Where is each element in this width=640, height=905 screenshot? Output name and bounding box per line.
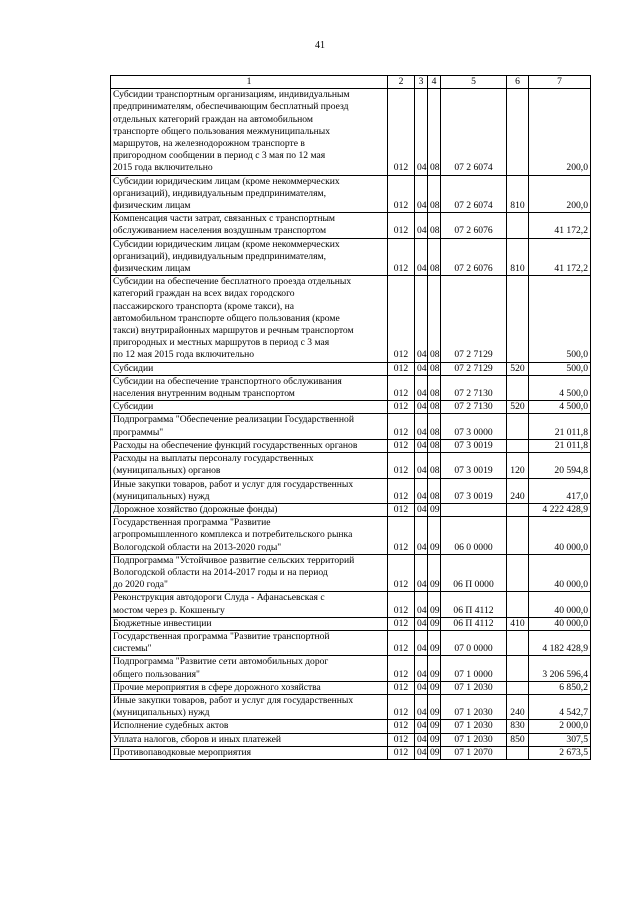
amount-cell: 40 000,0 (529, 592, 591, 617)
ministry-code-cell: 012 (388, 694, 415, 719)
table-row (111, 503, 591, 516)
amount-cell: 500,0 (529, 276, 591, 362)
row-name-cell: Субсидии на обеспечение транспортного обслуживания населения внутренним водным транспортом (111, 375, 388, 400)
section-code-cell: 04 (415, 694, 428, 719)
row-name-cell: Уплата налогов, сборов и иных платежей (111, 733, 388, 746)
header-cell: 3 (415, 76, 428, 89)
target-article-cell: 07 3 0019 (441, 453, 507, 478)
table-row (111, 517, 591, 555)
expense-type-cell: 240 (507, 478, 529, 503)
row-name-cell: Субсидии (111, 401, 388, 414)
section-code-cell: 04 (415, 478, 428, 503)
amount-cell: 41 172,2 (529, 238, 591, 276)
section-code-cell: 04 (415, 439, 428, 452)
table-row (111, 453, 591, 478)
expense-type-cell (507, 554, 529, 592)
table-row (111, 694, 591, 719)
row-name-cell: Субсидии на обеспечение бесплатного проезда отдельных категорий граждан на всех видах городского пассажирского транспорта (кроме такси), на автомобильном транспорте общего пользования (кроме такси) внутрирайонных маршрутов и речным транспортом пригородных и местных маршрутов в период с 3 мая по 12 мая 2015 года включительно (111, 276, 388, 362)
target-article-cell: 07 2 7129 (441, 276, 507, 362)
row-name-cell: Государственная программа "Развитие агропромышленного комплекса и потребительского рынка Вологодской области на 2013-2020 годы" (111, 517, 388, 555)
row-name-cell: Расходы на обеспечение функций государственных органов (111, 439, 388, 452)
table-row (111, 213, 591, 238)
target-article-cell: 07 2 7130 (441, 401, 507, 414)
ministry-code-cell: 012 (388, 720, 415, 733)
table-row (111, 362, 591, 375)
amount-cell: 4 500,0 (529, 375, 591, 400)
ministry-code-cell: 012 (388, 375, 415, 400)
page-number: 41 (315, 40, 325, 51)
section-code-cell: 04 (415, 175, 428, 213)
table-row (111, 401, 591, 414)
table-row (111, 617, 591, 630)
section-code-cell: 04 (415, 592, 428, 617)
target-article-cell: 06 П 4112 (441, 592, 507, 617)
amount-cell: 4 182 428,9 (529, 630, 591, 655)
ministry-code-cell: 012 (388, 681, 415, 694)
expense-type-cell: 810 (507, 238, 529, 276)
amount-cell: 40 000,0 (529, 617, 591, 630)
row-name-cell: Исполнение судебных актов (111, 720, 388, 733)
amount-cell: 4 222 428,9 (529, 503, 591, 516)
row-name-cell: Прочие мероприятия в сфере дорожного хозяйства (111, 681, 388, 694)
target-article-cell: 07 1 2030 (441, 681, 507, 694)
amount-cell: 40 000,0 (529, 554, 591, 592)
expense-type-cell: 120 (507, 453, 529, 478)
header-cell: 6 (507, 76, 529, 89)
row-name-cell: Подпрограмма "Обеспечение реализации Государственной программы" (111, 414, 388, 439)
expense-type-cell: 850 (507, 733, 529, 746)
subsection-code-cell: 09 (428, 503, 441, 516)
subsection-code-cell: 09 (428, 592, 441, 617)
row-name-cell: Подпрограмма "Устойчивое развитие сельских территорий Вологодской области на 2014-2017 годы и на период до 2020 года" (111, 554, 388, 592)
subsection-code-cell: 08 (428, 478, 441, 503)
table-body (111, 89, 591, 760)
expense-type-cell (507, 517, 529, 555)
target-article-cell: 07 1 2030 (441, 733, 507, 746)
header-cell: 4 (428, 76, 441, 89)
table-row (111, 746, 591, 759)
row-name-cell: Иные закупки товаров, работ и услуг для государственных (муниципальных) нужд (111, 694, 388, 719)
subsection-code-cell: 08 (428, 401, 441, 414)
target-article-cell: 07 3 0019 (441, 478, 507, 503)
section-code-cell: 04 (415, 746, 428, 759)
expense-type-cell: 830 (507, 720, 529, 733)
table-row (111, 175, 591, 213)
section-code-cell: 04 (415, 554, 428, 592)
table-row (111, 439, 591, 452)
ministry-code-cell: 012 (388, 630, 415, 655)
ministry-code-cell: 012 (388, 453, 415, 478)
section-code-cell: 04 (415, 681, 428, 694)
amount-cell: 4 542,7 (529, 694, 591, 719)
target-article-cell: 06 П 4112 (441, 617, 507, 630)
ministry-code-cell: 012 (388, 439, 415, 452)
expense-type-cell: 520 (507, 362, 529, 375)
table-row (111, 414, 591, 439)
row-name-cell: Иные закупки товаров, работ и услуг для государственных (муниципальных) нужд (111, 478, 388, 503)
ministry-code-cell: 012 (388, 238, 415, 276)
expense-type-cell (507, 439, 529, 452)
section-code-cell: 04 (415, 213, 428, 238)
subsection-code-cell: 09 (428, 517, 441, 555)
subsection-code-cell: 08 (428, 238, 441, 276)
table-row (111, 89, 591, 175)
table-row (111, 656, 591, 681)
table-row (111, 276, 591, 362)
row-name-cell: Государственная программа "Развитие транспортной системы" (111, 630, 388, 655)
expense-type-cell: 410 (507, 617, 529, 630)
target-article-cell: 07 2 6076 (441, 238, 507, 276)
expense-type-cell: 520 (507, 401, 529, 414)
target-article-cell: 07 2 6076 (441, 213, 507, 238)
expense-type-cell (507, 503, 529, 516)
section-code-cell: 04 (415, 720, 428, 733)
target-article-cell: 06 0 0000 (441, 517, 507, 555)
ministry-code-cell: 012 (388, 503, 415, 516)
amount-cell: 21 011,8 (529, 439, 591, 452)
ministry-code-cell: 012 (388, 656, 415, 681)
subsection-code-cell: 08 (428, 439, 441, 452)
subsection-code-cell: 09 (428, 720, 441, 733)
section-code-cell: 04 (415, 617, 428, 630)
row-name-cell: Реконструкция автодороги Слуда - Афанасьевская с мостом через р. Кокшеньгу (111, 592, 388, 617)
expense-type-cell (507, 656, 529, 681)
ministry-code-cell: 012 (388, 276, 415, 362)
expense-type-cell (507, 681, 529, 694)
ministry-code-cell: 012 (388, 554, 415, 592)
section-code-cell: 04 (415, 733, 428, 746)
target-article-cell: 07 0 0000 (441, 630, 507, 655)
amount-cell: 20 594,8 (529, 453, 591, 478)
subsection-code-cell: 08 (428, 362, 441, 375)
expense-type-cell (507, 414, 529, 439)
amount-cell: 21 011,8 (529, 414, 591, 439)
row-name-cell: Субсидии транспортным организациям, индивидуальным предпринимателям, обеспечивающим бесплатный проезд отдельных категорий граждан на автомобильном транспорте общего пользования межмуниципальных маршрутов, на железнодорожном транспорте в пригородном сообщении в период с 3 мая по 12 мая 2015 года включительно (111, 89, 388, 175)
section-code-cell: 04 (415, 375, 428, 400)
subsection-code-cell: 09 (428, 733, 441, 746)
amount-cell: 4 500,0 (529, 401, 591, 414)
section-code-cell: 04 (415, 362, 428, 375)
row-name-cell: Компенсация части затрат, связанных с транспортным обслуживанием населения воздушным транспортом (111, 213, 388, 238)
ministry-code-cell: 012 (388, 362, 415, 375)
table-row (111, 630, 591, 655)
ministry-code-cell: 012 (388, 617, 415, 630)
section-code-cell: 04 (415, 89, 428, 175)
target-article-cell: 07 2 6074 (441, 175, 507, 213)
section-code-cell: 04 (415, 238, 428, 276)
section-code-cell: 04 (415, 517, 428, 555)
expense-type-cell (507, 592, 529, 617)
target-article-cell: 07 2 6074 (441, 89, 507, 175)
amount-cell: 307,5 (529, 733, 591, 746)
expense-type-cell (507, 276, 529, 362)
target-article-cell: 07 1 2030 (441, 694, 507, 719)
expense-type-cell (507, 746, 529, 759)
subsection-code-cell: 09 (428, 694, 441, 719)
ministry-code-cell: 012 (388, 517, 415, 555)
expense-type-cell (507, 213, 529, 238)
section-code-cell: 04 (415, 453, 428, 478)
target-article-cell: 06 П 0000 (441, 554, 507, 592)
subsection-code-cell: 08 (428, 89, 441, 175)
header-cell: 5 (441, 76, 507, 89)
section-code-cell: 04 (415, 276, 428, 362)
target-article-cell: 07 1 2030 (441, 720, 507, 733)
ministry-code-cell: 012 (388, 175, 415, 213)
expense-type-cell: 810 (507, 175, 529, 213)
amount-cell: 2 673,5 (529, 746, 591, 759)
target-article-cell: 07 3 0000 (441, 414, 507, 439)
subsection-code-cell: 09 (428, 681, 441, 694)
subsection-code-cell: 08 (428, 414, 441, 439)
subsection-code-cell: 09 (428, 746, 441, 759)
subsection-code-cell: 08 (428, 276, 441, 362)
expense-type-cell (507, 89, 529, 175)
subsection-code-cell: 09 (428, 656, 441, 681)
ministry-code-cell: 012 (388, 592, 415, 617)
row-name-cell: Подпрограмма "Развитие сети автомобильных дорог общего пользования" (111, 656, 388, 681)
budget-table (110, 75, 591, 760)
section-code-cell: 04 (415, 630, 428, 655)
row-name-cell: Расходы на выплаты персоналу государственных (муниципальных) органов (111, 453, 388, 478)
section-code-cell: 04 (415, 414, 428, 439)
amount-cell: 2 000,0 (529, 720, 591, 733)
row-name-cell: Субсидии юридическим лицам (кроме некоммерческих организаций), индивидуальным предпринимателям, физическим лицам (111, 175, 388, 213)
subsection-code-cell: 08 (428, 175, 441, 213)
ministry-code-cell: 012 (388, 401, 415, 414)
expense-type-cell (507, 375, 529, 400)
subsection-code-cell: 08 (428, 375, 441, 400)
target-article-cell (441, 503, 507, 516)
ministry-code-cell: 012 (388, 213, 415, 238)
table-row (111, 592, 591, 617)
amount-cell: 200,0 (529, 89, 591, 175)
table-row (111, 681, 591, 694)
subsection-code-cell: 08 (428, 213, 441, 238)
amount-cell: 6 850,2 (529, 681, 591, 694)
section-code-cell: 04 (415, 656, 428, 681)
row-name-cell: Субсидии (111, 362, 388, 375)
subsection-code-cell: 08 (428, 453, 441, 478)
table-row (111, 375, 591, 400)
amount-cell: 417,0 (529, 478, 591, 503)
target-article-cell: 07 2 7129 (441, 362, 507, 375)
row-name-cell: Бюджетные инвестиции (111, 617, 388, 630)
ministry-code-cell: 012 (388, 746, 415, 759)
table-row (111, 238, 591, 276)
subsection-code-cell: 09 (428, 630, 441, 655)
header-cell: 2 (388, 76, 415, 89)
header-cell: 1 (111, 76, 388, 89)
expense-type-cell (507, 630, 529, 655)
target-article-cell: 07 2 7130 (441, 375, 507, 400)
target-article-cell: 07 1 2070 (441, 746, 507, 759)
section-code-cell: 04 (415, 503, 428, 516)
section-code-cell: 04 (415, 401, 428, 414)
table-row (111, 733, 591, 746)
amount-cell: 41 172,2 (529, 213, 591, 238)
ministry-code-cell: 012 (388, 89, 415, 175)
expense-type-cell: 240 (507, 694, 529, 719)
amount-cell: 200,0 (529, 175, 591, 213)
table-row (111, 720, 591, 733)
amount-cell: 500,0 (529, 362, 591, 375)
target-article-cell: 07 1 0000 (441, 656, 507, 681)
row-name-cell: Дорожное хозяйство (дорожные фонды) (111, 503, 388, 516)
row-name-cell: Противопаводковые мероприятия (111, 746, 388, 759)
ministry-code-cell: 012 (388, 478, 415, 503)
ministry-code-cell: 012 (388, 733, 415, 746)
subsection-code-cell: 09 (428, 554, 441, 592)
subsection-code-cell: 09 (428, 617, 441, 630)
table-header-row (111, 76, 591, 89)
amount-cell: 3 206 596,4 (529, 656, 591, 681)
amount-cell: 40 000,0 (529, 517, 591, 555)
row-name-cell: Субсидии юридическим лицам (кроме некоммерческих организаций), индивидуальным предпринимателям, физическим лицам (111, 238, 388, 276)
table-row (111, 554, 591, 592)
header-cell: 7 (529, 76, 591, 89)
table-row (111, 478, 591, 503)
ministry-code-cell: 012 (388, 414, 415, 439)
target-article-cell: 07 3 0019 (441, 439, 507, 452)
